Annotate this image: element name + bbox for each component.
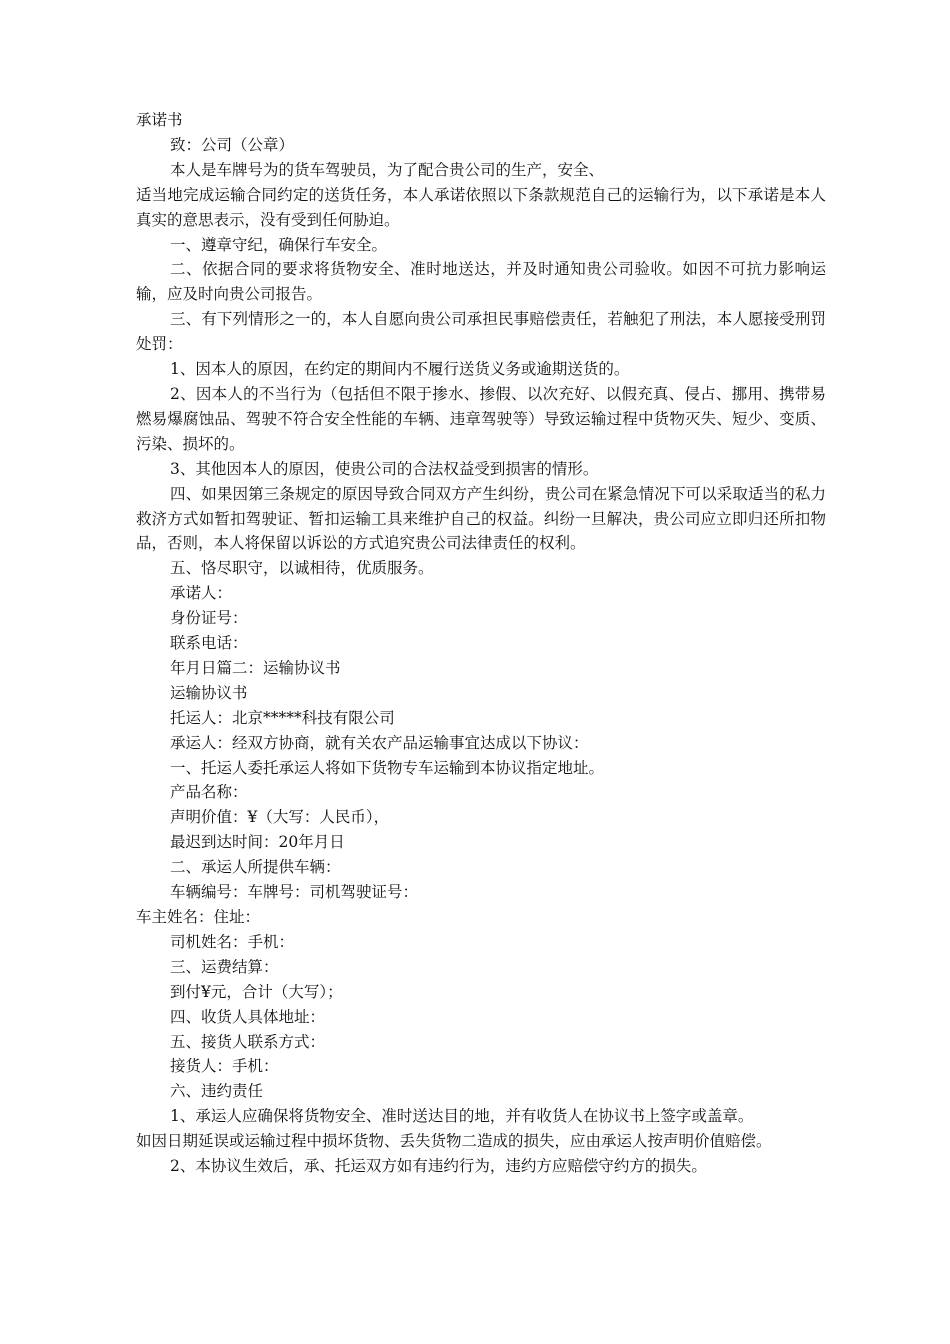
agreement-clause-1: 一、托运人委托承运人将如下货物专车运输到本协议指定地址。 xyxy=(170,758,605,777)
owner-info-field: 车主姓名：住址： xyxy=(136,908,261,926)
liability-item-1: 1、承运人应确保将货物安全、准时送达目的地，并有收货人在协议书上签字或盖章。 xyxy=(170,1107,754,1126)
consignor-field: 托运人：北京*****科技有限公司 xyxy=(170,708,395,727)
id-number-field: 身份证号： xyxy=(170,609,248,628)
agreement-clause-3: 三、运费结算： xyxy=(170,957,279,976)
addressee-line: 致：公司（公章） xyxy=(170,135,295,154)
intro-continuation: 适当地完成运输合同约定的送货任务，本人承诺依照以下条款规范自己的运输行为，以下承诺是本人真实的意思表示，没有受到任何胁迫。 xyxy=(136,185,826,229)
clause-2: 二、依据合同的要求将货物安全、准时地送达，并及时通知贵公司验收。如因不可抗力影响运输，应及时向贵公司报告。 xyxy=(136,260,826,304)
doc-title: 承诺书 xyxy=(136,111,183,129)
liability-item-1-continuation: 如因日期延误或运输过程中损坏货物、丢失货物二造成的损失，应由承运人按声明价值赔偿。 xyxy=(136,1132,772,1151)
agreement-clause-4: 四、收货人具体地址： xyxy=(170,1007,326,1026)
promisor-field: 承诺人： xyxy=(170,584,233,603)
receiver-field: 接货人：手机： xyxy=(170,1057,279,1076)
date-and-part-two-heading: 年月日篇二：运输协议书 xyxy=(170,658,341,677)
freight-payment-field: 到付¥元，合计（大写）； xyxy=(170,982,343,1001)
declared-value-field: 声明价值：¥（大写：人民币）， xyxy=(170,808,390,827)
clause-3: 三、有下列情形之一的，本人自愿向贵公司承担民事赔偿责任，若触犯了刑法，本人愿接受刑罚处罚： xyxy=(136,310,826,354)
driver-info-field: 司机姓名：手机： xyxy=(170,932,295,951)
agreement-clause-2: 二、承运人所提供车辆： xyxy=(170,858,341,877)
phone-field: 联系电话： xyxy=(170,634,248,653)
intro-line: 本人是车牌号为的货车驾驶员，为了配合贵公司的生产，安全、 xyxy=(170,160,605,179)
clause-3-item-1: 1、因本人的原因，在约定的期间内不履行送货义务或逾期送货的。 xyxy=(170,360,630,379)
agreement-clause-6: 六、违约责任 xyxy=(170,1082,264,1101)
liability-item-2: 2、本协议生效后，承、托运双方如有违约行为，违约方应赔偿守约方的损失。 xyxy=(170,1157,707,1176)
product-name-field: 产品名称： xyxy=(170,783,248,802)
vehicle-info-field: 车辆编号：车牌号：司机驾驶证号： xyxy=(170,883,419,902)
clause-5: 五、恪尽职守，以诚相待，优质服务。 xyxy=(170,559,434,578)
agreement-title: 运输协议书 xyxy=(170,683,248,702)
latest-arrival-field: 最迟到达时间：20年月日 xyxy=(170,833,345,852)
clause-3-item-3: 3、其他因本人的原因，使贵公司的合法权益受到损害的情形。 xyxy=(170,459,599,478)
clause-1: 一、遵章守纪，确保行车安全。 xyxy=(170,235,388,254)
carrier-field: 承运人：经双方协商，就有关农产品运输事宜达成以下协议： xyxy=(170,733,589,752)
clause-3-item-2: 2、因本人的不当行为（包括但不限于掺水、掺假、以次充好、以假充真、侵占、挪用、携带易燃易爆腐蚀品、驾驶不符合安全性能的车辆、违章驾驶等）导致运输过程中货物灭失、短少、变质、污染、损坏的。 xyxy=(136,384,826,453)
agreement-clause-5: 五、接货人联系方式： xyxy=(170,1032,326,1051)
clause-4: 四、如果因第三条规定的原因导致合同双方产生纠纷，贵公司在紧急情况下可以采取适当的私力救济方式如暂扣驾驶证、暂扣运输工具来维护自己的权益。纠纷一旦解决，贵公司应立即归还所扣物品，否则，本人将保留以诉讼的方式追究贵公司法律责任的权利。 xyxy=(136,484,826,553)
document-body xyxy=(136,108,826,1179)
